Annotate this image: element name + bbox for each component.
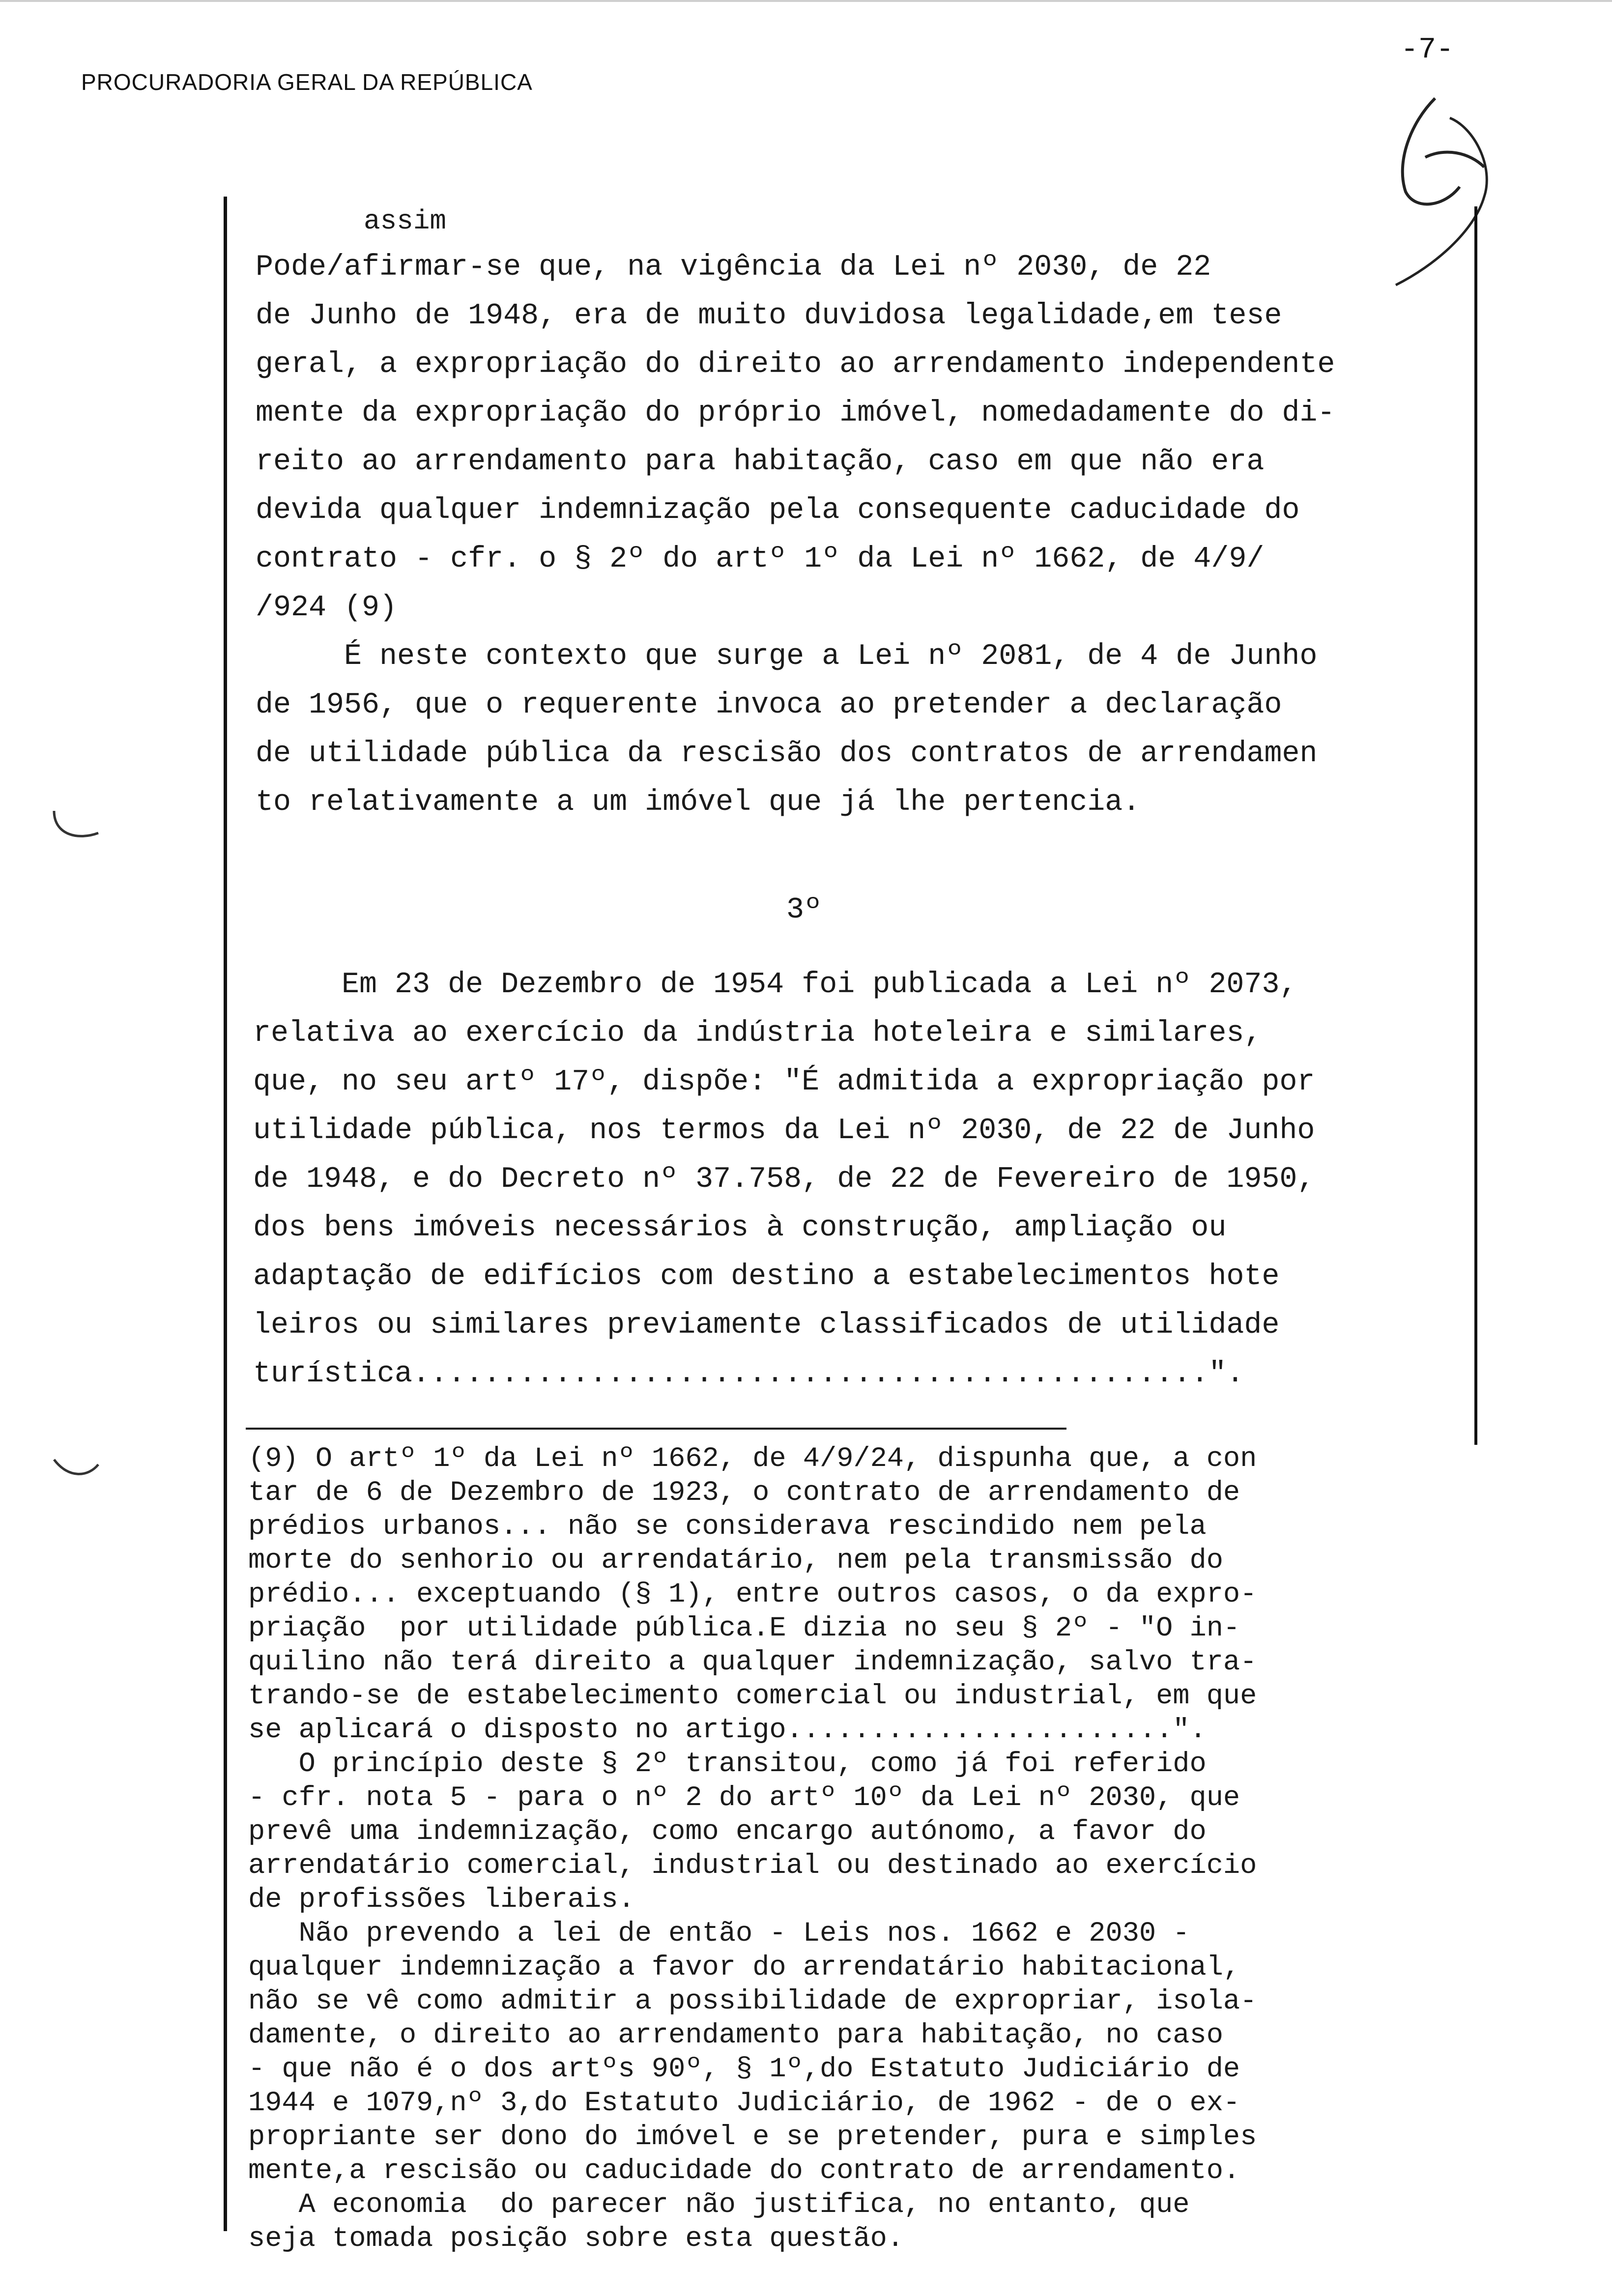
footnote-separator [246, 1428, 1066, 1430]
footnote-line: não se vê como admitir a possibilidade de expropriar, isola- [248, 1986, 1257, 2017]
body-paragraphs [256, 243, 1335, 827]
handwritten-insertion: assim [364, 205, 447, 237]
text-line: contrato - cfr. o § 2º do artº 1º da Lei nº 1662, de 4/9/ [256, 543, 1265, 576]
text-line: É neste contexto que surge a Lei nº 2081, de 4 de Junho [256, 640, 1318, 673]
footnote-line: qualquer indemnização a favor do arrendatário habitacional, [248, 1952, 1240, 1983]
text-line: leiros ou similares previamente classificados de utilidade [253, 1309, 1280, 1342]
footnote-line: de profissões liberais. [248, 1884, 635, 1916]
text-line: que, no seu artº 17º, dispõe: "É admitida a expropriação por [253, 1065, 1315, 1099]
footnote-9 [248, 1442, 1257, 2256]
text-line: Em 23 de Dezembro de 1954 foi publicada a Lei nº 2073, [253, 968, 1297, 1002]
left-margin-rule [224, 197, 227, 2231]
footnote-line: O princípio deste § 2º transitou, como já foi referido [248, 1749, 1207, 1780]
footnote-line: Não prevendo a lei de então - Leis nos. 1662 e 2030 - [248, 1918, 1190, 1950]
footnote-line: prevê uma indemnização, como encargo autónomo, a favor do [248, 1816, 1207, 1848]
margin-mark [49, 806, 103, 845]
text-line: /924 (9) [256, 591, 398, 625]
footnote-line: se aplicará o disposto no artigo.......................". [248, 1715, 1207, 1746]
page-number: -7- [1401, 33, 1454, 67]
footnote-line: priação por utilidade pública.E dizia no seu § 2º - "O in- [248, 1613, 1240, 1644]
footnote-line: A economia do parecer não justifica, no entanto, que [248, 2189, 1190, 2221]
footnote-line: 1944 e 1079,nº 3,do Estatuto Judiciário, de 1962 - de o ex- [248, 2088, 1240, 2119]
footnote-line: seja tomada posição sobre esta questão. [248, 2223, 904, 2255]
footnote-line: tar de 6 de Dezembro de 1923, o contrato de arrendamento de [248, 1477, 1240, 1509]
text-line: reito ao arrendamento para habitação, caso em que não era [256, 445, 1265, 479]
top-border [0, 0, 1612, 2]
text-line: de 1956, que o requerente invoca ao pretender a declaração [256, 689, 1282, 722]
text-line: turística.............................................". [253, 1357, 1244, 1391]
footnote-line: quilino não terá direito a qualquer indemnização, salvo tra- [248, 1647, 1257, 1678]
text-line: to relativamente a um imóvel que já lhe pertencia. [256, 786, 1141, 819]
text-line: dos bens imóveis necessários à construção, ampliação ou [253, 1211, 1227, 1245]
section-number: 3º [786, 893, 822, 927]
footnote-line: - que não é o dos artºs 90º, § 1º,do Estatuto Judiciário de [248, 2054, 1240, 2085]
text-line: de Junho de 1948, era de muito duvidosa legalidade,em tese [256, 299, 1282, 333]
footnote-line: morte do senhorio ou arrendatário, nem pela transmissão do [248, 1545, 1223, 1577]
footnote-line: prédio... exceptuando (§ 1), entre outros casos, o da expro- [248, 1579, 1257, 1610]
text-line: mente da expropriação do próprio imóvel, nomedadamente do di- [256, 397, 1335, 430]
institution-header: PROCURADORIA GERAL DA REPÚBLICA [81, 69, 533, 95]
text-line: de 1948, e do Decreto nº 37.758, de 22 de Fevereiro de 1950, [253, 1163, 1315, 1196]
footnote-line: mente,a rescisão ou caducidade do contrato de arrendamento. [248, 2155, 1240, 2187]
margin-mark [49, 1450, 103, 1489]
footnote-line: trando-se de estabelecimento comercial ou industrial, em que [248, 1681, 1257, 1712]
text-line: devida qualquer indemnização pela consequente caducidade do [256, 494, 1300, 527]
footnote-line: - cfr. nota 5 - para o nº 2 do artº 10º da Lei nº 2030, que [248, 1782, 1240, 1814]
handwritten-signature [1376, 74, 1514, 290]
footnote-line: prédios urbanos... não se considerava rescindido nem pela [248, 1511, 1207, 1543]
text-line: utilidade pública, nos termos da Lei nº 2030, de 22 de Junho [253, 1114, 1315, 1148]
footnote-line: arrendatário comercial, industrial ou destinado ao exercício [248, 1850, 1257, 1882]
text-line: relativa ao exercício da indústria hoteleira e similares, [253, 1017, 1262, 1050]
footnote-line: propriante ser dono do imóvel e se pretender, pura e simples [248, 2122, 1257, 2153]
footnote-line: damente, o direito ao arrendamento para habitação, no caso [248, 2020, 1223, 2051]
text-line: Pode/afirmar-se que, na vigência da Lei nº 2030, de 22 [256, 251, 1211, 284]
section-3-body [253, 961, 1315, 1399]
text-line: geral, a expropriação do direito ao arrendamento independente [256, 348, 1335, 381]
footnote-line: (9) O artº 1º da Lei nº 1662, de 4/9/24, dispunha que, a con [248, 1443, 1257, 1475]
text-line: de utilidade pública da rescisão dos contratos de arrendamen [256, 737, 1318, 771]
right-margin-rule [1474, 206, 1477, 1445]
text-line: adaptação de edifícios com destino a estabelecimentos hote [253, 1260, 1280, 1293]
